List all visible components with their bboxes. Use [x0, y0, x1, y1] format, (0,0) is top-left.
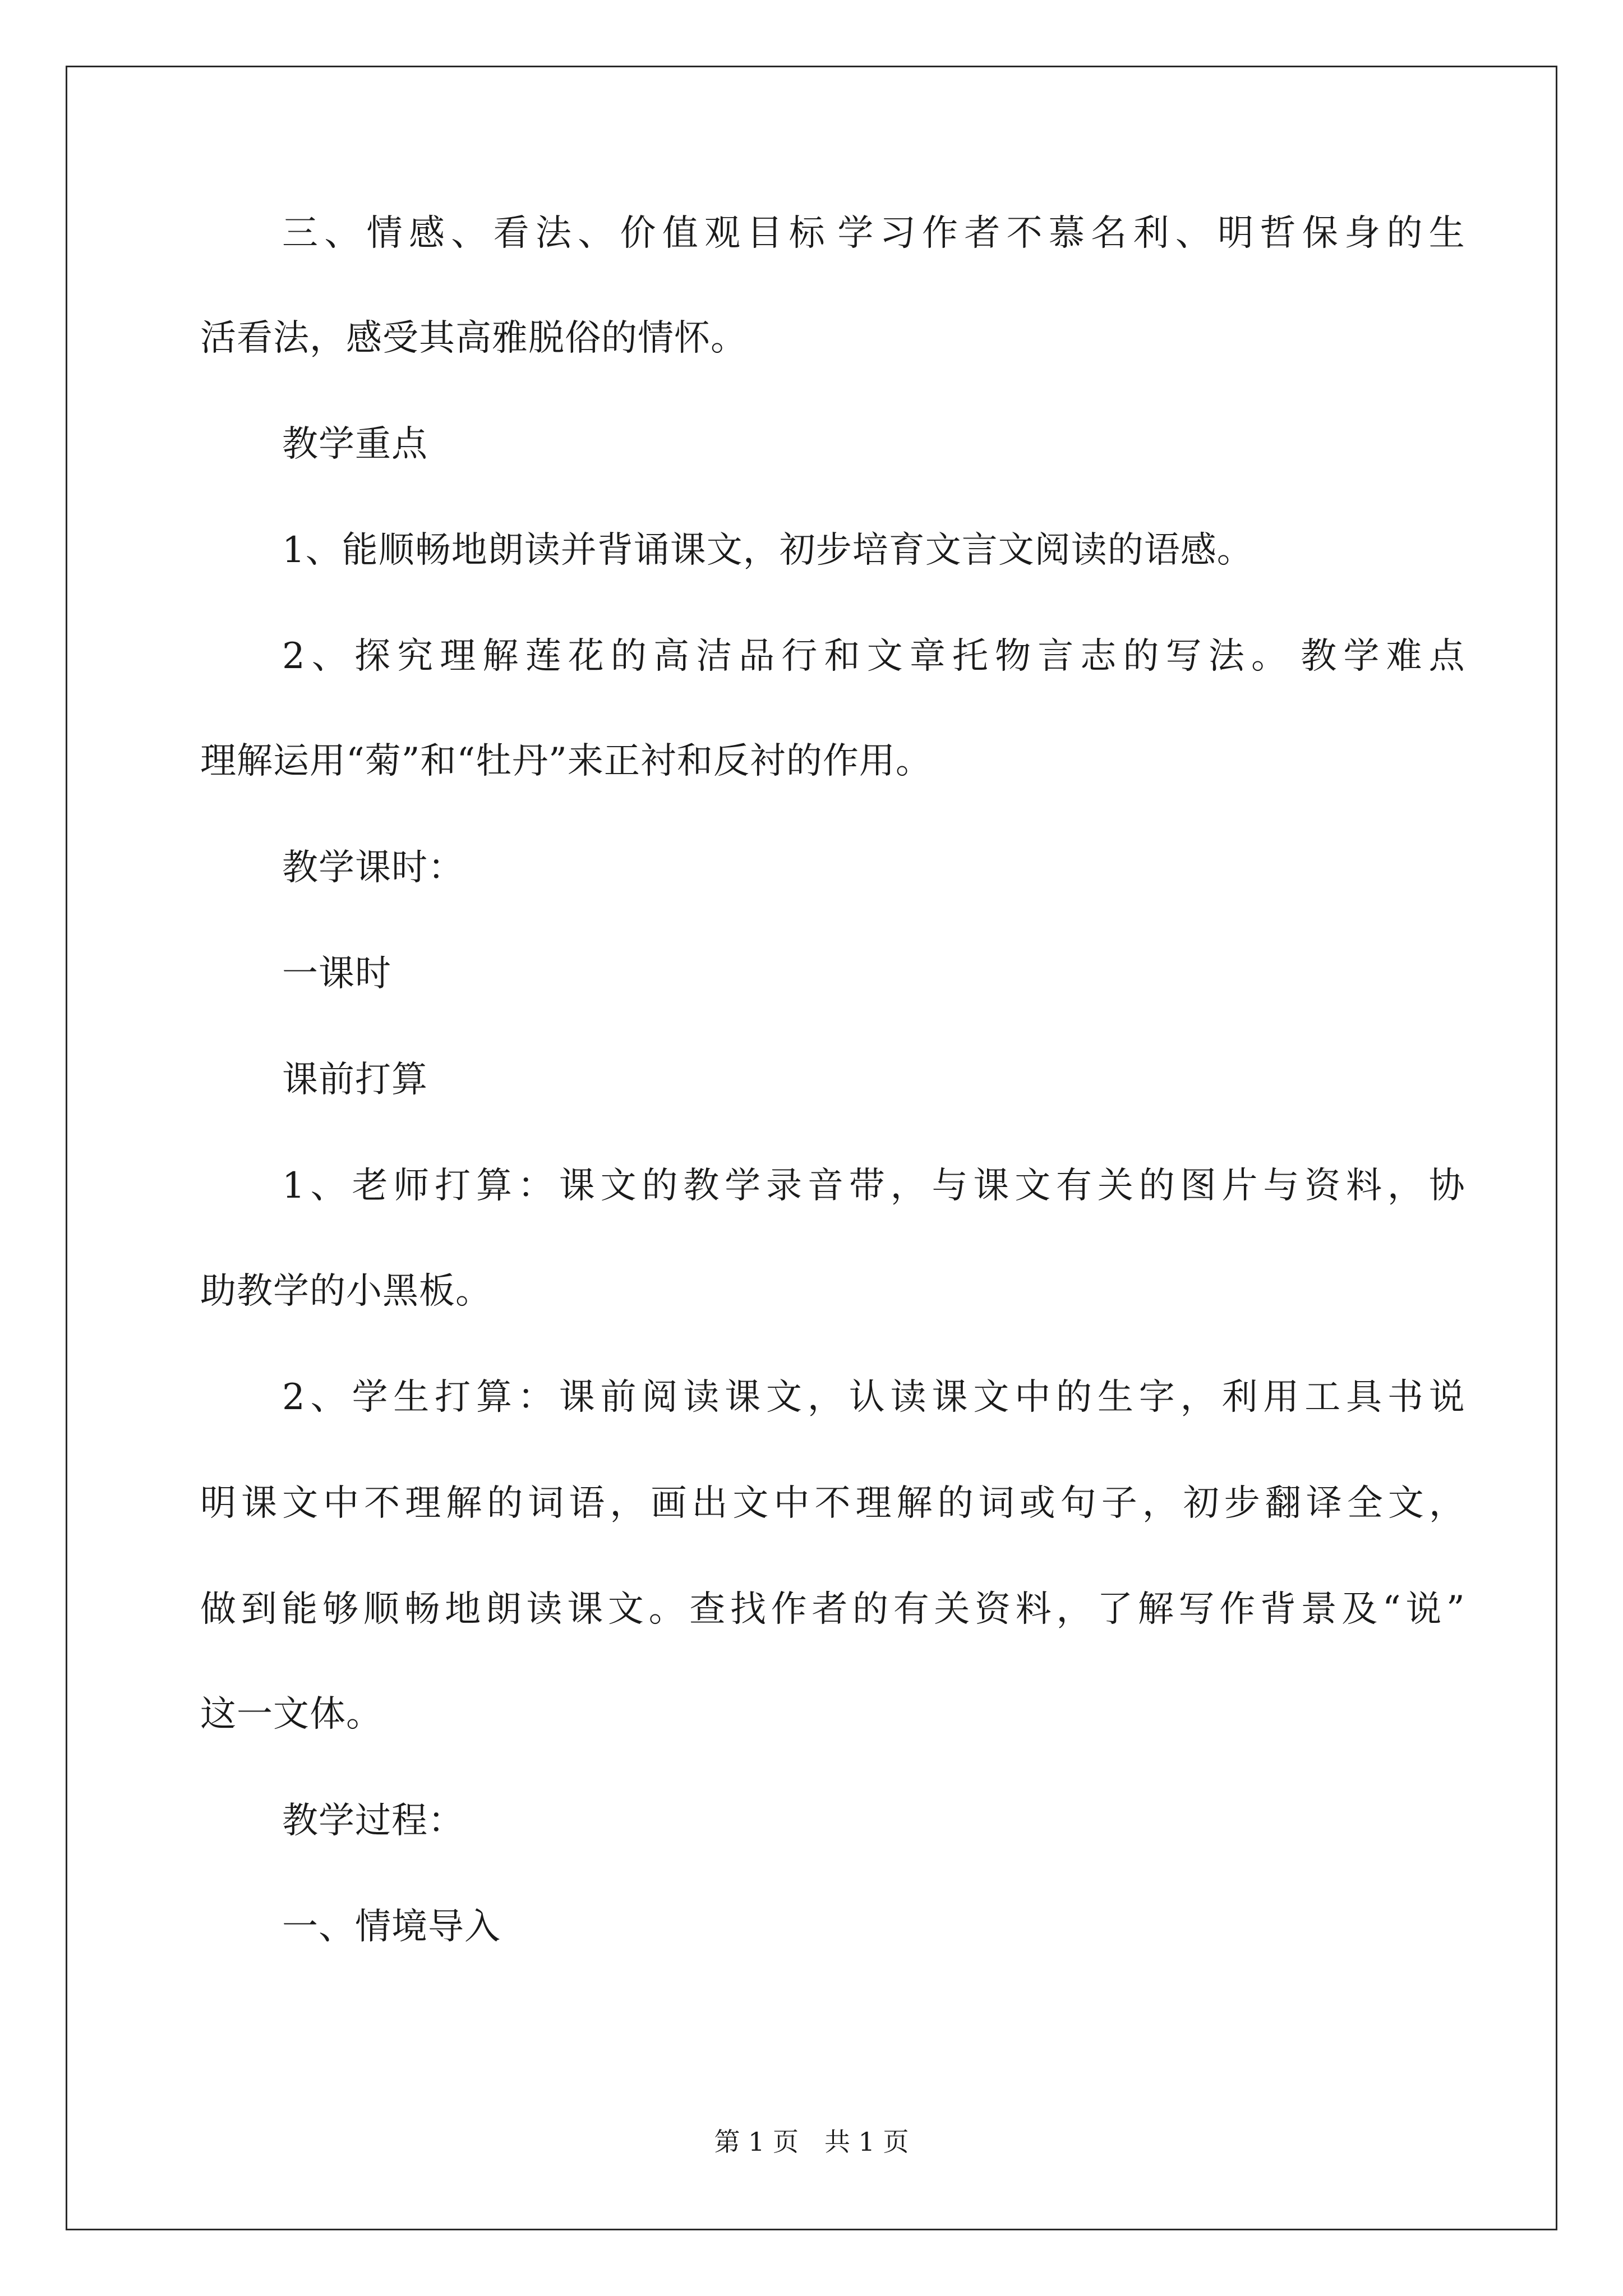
paragraph-line: 1、能顺畅地朗读并背诵课文，初步培育文言文阅读的语感。	[282, 530, 1253, 571]
section-heading: 一、情境导入	[282, 1906, 501, 1948]
paragraph-line: 明 课 文 中 不 理 解 的 词 语 ， 画 出 文 中 不 理 解 的 词 或 句 子 ， 初 步 翻 译 全 文 ，	[200, 1483, 1465, 1524]
paragraph-line: 这一文体。	[200, 1694, 382, 1735]
paragraph-line: 助教学的小黑板。	[200, 1271, 492, 1312]
paragraph-line: 2 、 探 究 理 解 莲 花 的 高 洁 品 行 和 文 章 托 物 言 志 的 写 法 。 教 学 难 点	[282, 636, 1465, 677]
section-heading: 教学过程：	[282, 1800, 464, 1842]
section-heading: 课前打算	[282, 1059, 428, 1101]
paragraph-line: 活看法，感受其高雅脱俗的情怀。	[200, 318, 747, 359]
section-heading: 教学重点	[282, 424, 428, 465]
paragraph-line: 1 、 老 师 打 算 ： 课 文 的 教 学 录 音 带 ， 与 课 文 有 关 的 图 片 与 资 料 ， 协	[282, 1165, 1465, 1207]
paragraph-line: 理解运用“菊”和“牡丹”来正衬和反衬的作用。	[200, 740, 932, 782]
paragraph-line: 三 、 情 感 、 看 法 、 价 值 观 目 标 学 习 作 者 不 慕 名 利 、 明 哲 保 身 的 生	[282, 213, 1465, 254]
paragraph-line: 一课时	[282, 953, 391, 995]
paragraph-line: 2 、 学 生 打 算 ： 课 前 阅 读 课 文 ， 认 读 课 文 中 的 生 字 ， 利 用 工 具 书 说	[282, 1377, 1465, 1418]
section-heading: 教学课时：	[282, 847, 464, 889]
page-number-footer: 第 1 页 共 1 页	[714, 2127, 909, 2157]
paragraph-line: 做 到 能 够 顺 畅 地 朗 读 课 文 。 查 找 作 者 的 有 关 资 料 ， 了 解 写 作 背 景 及 “ 说 ”	[200, 1589, 1465, 1630]
